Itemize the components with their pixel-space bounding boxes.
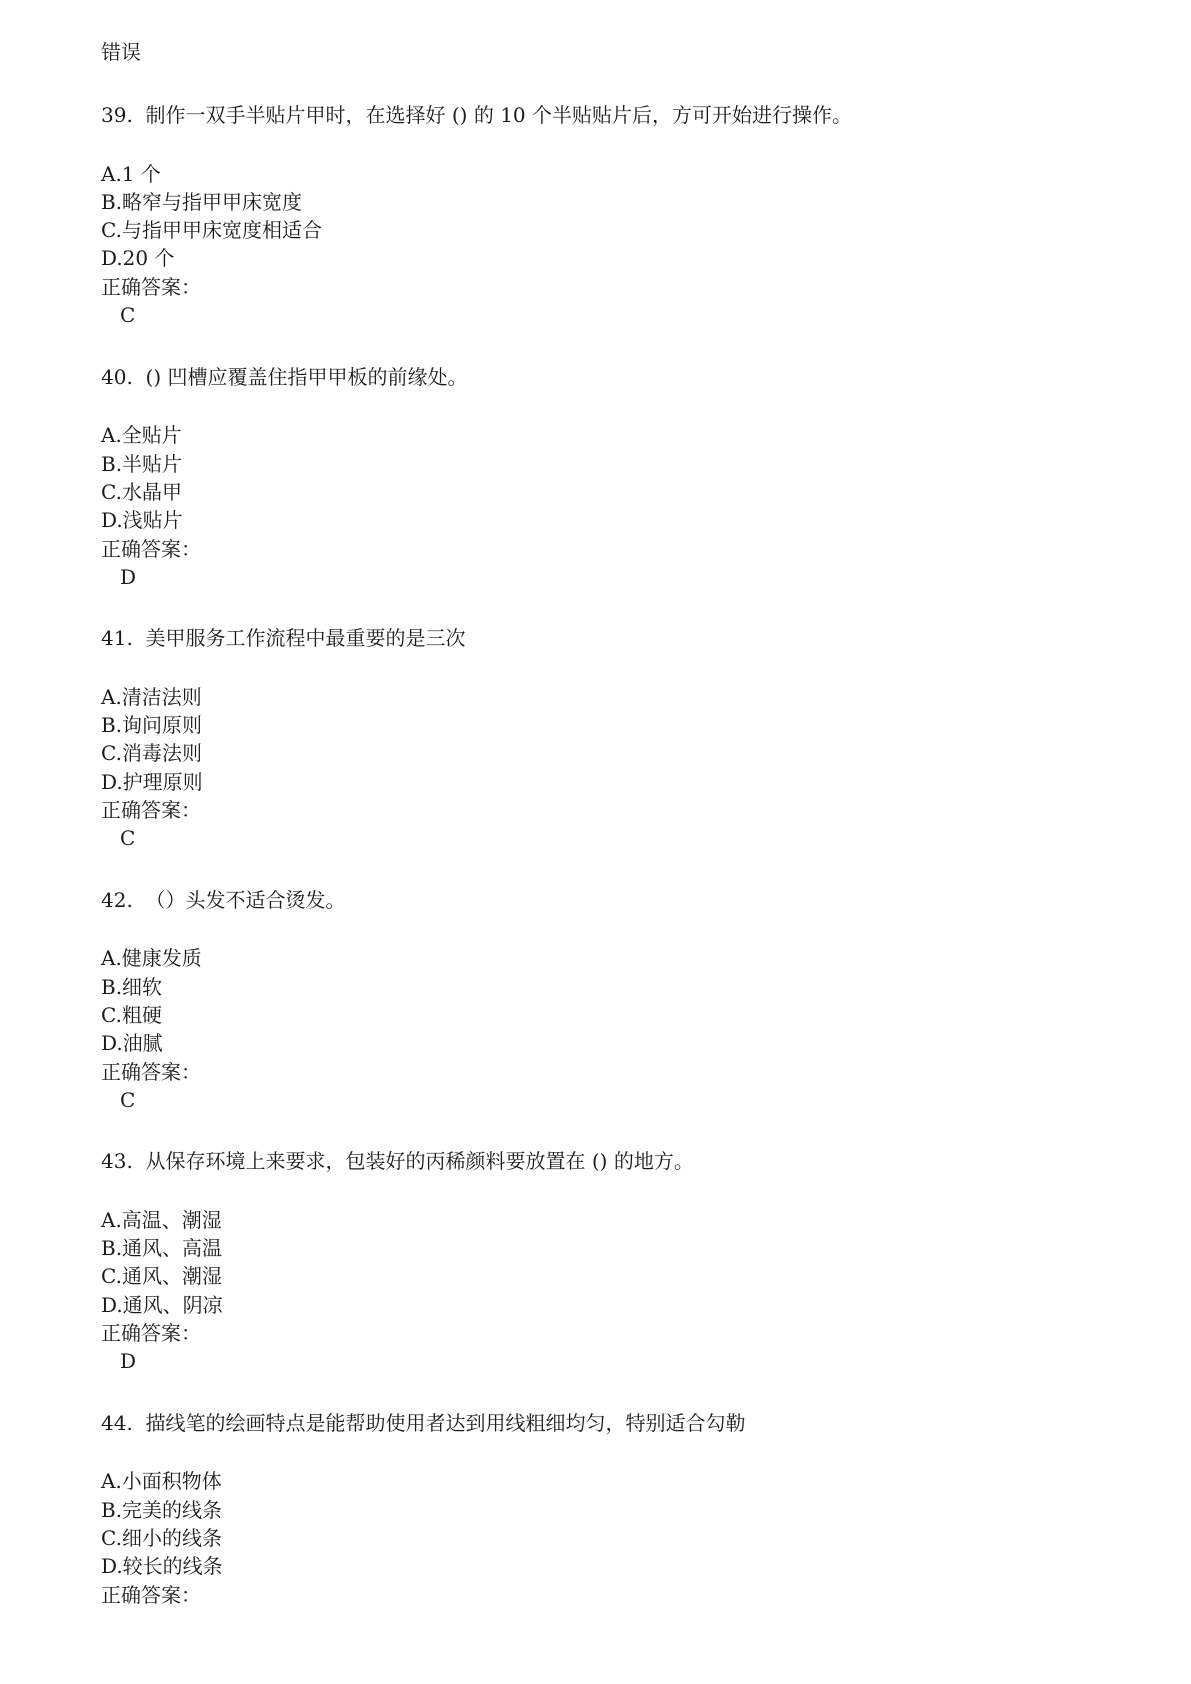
option-d: D.护理原则	[101, 770, 203, 794]
answer-value: C	[120, 826, 136, 850]
option-a: A.高温、潮湿	[101, 1208, 222, 1232]
option-a: A.健康发质	[101, 946, 202, 970]
answer-value: D	[120, 565, 137, 589]
option-c: C.通风、潮湿	[101, 1264, 222, 1288]
option-a: A.清洁法则	[101, 685, 202, 709]
answer-value: C	[120, 1088, 136, 1112]
option-c: C.细小的线条	[101, 1526, 222, 1550]
option-b: B.通风、高温	[101, 1236, 223, 1260]
question-stem: 39. 制作一双手半贴片甲时，在选择好 () 的 10 个半贴贴片后，方可开始进行操作。	[101, 103, 853, 127]
option-a: A.1 个	[101, 162, 161, 186]
question-stem: 41. 美甲服务工作流程中最重要的是三次	[101, 626, 466, 650]
option-b: B.询问原则	[101, 713, 203, 737]
option-c: C.与指甲甲床宽度相适合	[101, 218, 322, 242]
answer-value: C	[120, 303, 136, 327]
answer-label: 正确答案：	[101, 537, 201, 561]
answer-label: 正确答案：	[101, 275, 201, 299]
question-stem: 42. （）头发不适合烫发。	[101, 888, 346, 912]
question-stem: 44. 描线笔的绘画特点是能帮助使用者达到用线粗细均匀，特别适合勾勒	[101, 1411, 746, 1435]
option-d: D.浅贴片	[101, 508, 183, 532]
option-c: C.消毒法则	[101, 741, 202, 765]
answer-label: 正确答案：	[101, 1583, 201, 1607]
option-a: A.小面积物体	[101, 1469, 222, 1493]
option-b: B.细软	[101, 975, 163, 999]
question-stem: 40. () 凹槽应覆盖住指甲甲板的前缘处。	[101, 365, 468, 389]
option-a: A.全贴片	[101, 423, 182, 447]
option-d: D.较长的线条	[101, 1554, 223, 1578]
answer-value: D	[120, 1349, 137, 1373]
answer-label: 正确答案：	[101, 1060, 201, 1084]
answer-label: 正确答案：	[101, 798, 201, 822]
option-c: C.水晶甲	[101, 480, 182, 504]
option-c: C.粗硬	[101, 1003, 162, 1027]
option-d: D.20 个	[101, 246, 175, 270]
option-b: B.略窄与指甲甲床宽度	[101, 190, 303, 214]
answer-label: 正确答案：	[101, 1321, 201, 1345]
option-d: D.通风、阴凉	[101, 1293, 223, 1317]
option-d: D.油腻	[101, 1031, 163, 1055]
option-b: B.完美的线条	[101, 1498, 223, 1522]
previous-result: 错误	[101, 40, 141, 64]
question-stem: 43. 从保存环境上来要求，包装好的丙稀颜料要放置在 () 的地方。	[101, 1149, 694, 1173]
option-b: B.半贴片	[101, 452, 183, 476]
